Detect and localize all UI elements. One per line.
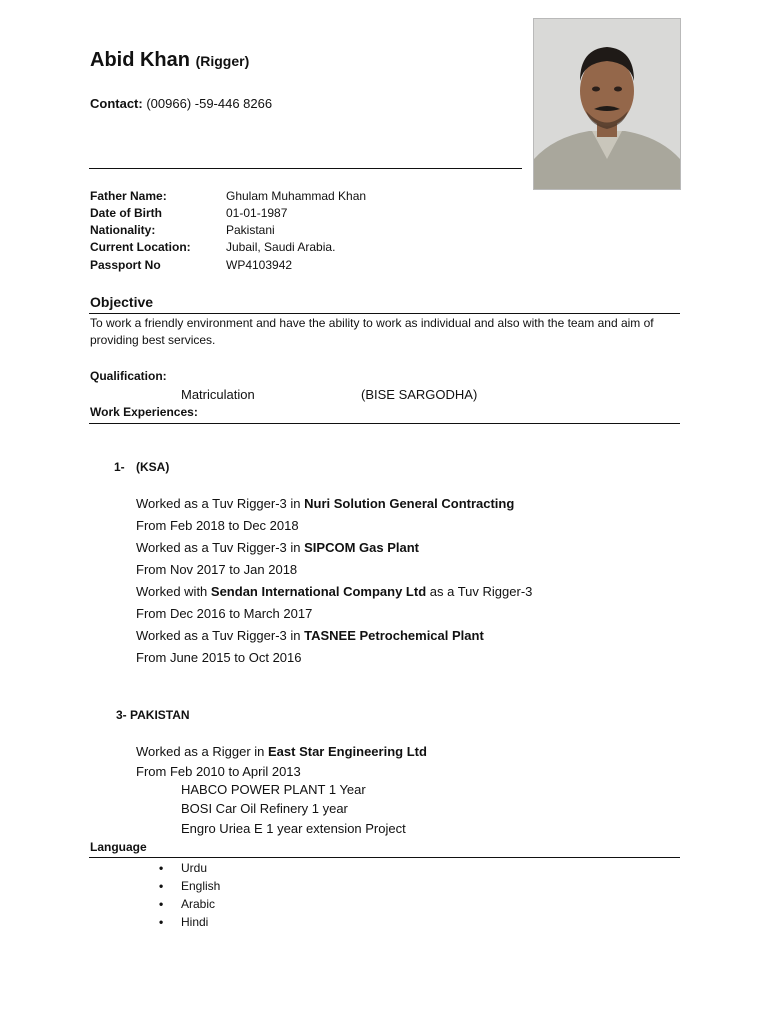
contact-value: (00966) -59-446 8266 — [146, 96, 273, 111]
project-item: Engro Uriea E 1 year extension Project — [181, 821, 406, 836]
language-item: • Urdu — [181, 861, 207, 875]
ksa-line — [136, 540, 419, 555]
line-text: Worked as a Tuv Rigger-3 in — [136, 628, 305, 643]
nationality-label: Nationality: — [90, 223, 156, 237]
line-text: Worked with — [136, 584, 211, 599]
language-item: • Hindi — [181, 915, 208, 929]
profile-photo — [533, 18, 681, 190]
passport-value: WP4103942 — [226, 258, 293, 272]
contact-label: Contact: — [90, 96, 143, 111]
ksa-line — [136, 650, 301, 665]
ksa-line — [136, 562, 297, 577]
date-range: From Nov 2017 to Jan 2018 — [136, 562, 298, 577]
work-experiences-label: Work Experiences: — [90, 405, 198, 419]
candidate-name — [90, 49, 249, 72]
objective-text: To work a friendly environment and have the ability to work as individual and also with the team and aim of providing best services. — [90, 316, 654, 347]
candidate-name-text: Abid Khan — [90, 49, 190, 71]
pakistan-date-range: From Feb 2010 to April 2013 — [136, 764, 301, 779]
candidate-role: (Rigger) — [195, 53, 250, 69]
language-item: • Arabic — [181, 897, 215, 911]
company-name: Sendan International Company Ltd — [210, 584, 427, 599]
ksa-line — [136, 584, 532, 599]
date-range: From Feb 2018 to Dec 2018 — [136, 518, 299, 533]
pakistan-title: 3- PAKISTAN — [116, 708, 190, 722]
line-text: as a Tuv Rigger-3 — [426, 584, 533, 599]
location-value: Jubail, Saudi Arabia. — [226, 240, 336, 254]
ksa-number: 1- — [114, 460, 125, 474]
project-item: BOSI Car Oil Refinery 1 year — [181, 801, 348, 816]
line-text: Worked as a Tuv Rigger-3 in — [136, 540, 305, 555]
ksa-title: (KSA) — [136, 460, 170, 474]
passport-label: Passport No — [90, 258, 161, 272]
header-divider — [89, 168, 522, 169]
objective-divider — [89, 313, 680, 314]
dob-label: Date of Birth — [90, 206, 162, 220]
father-name-label: Father Name: — [90, 189, 167, 203]
project-item: HABCO POWER PLANT 1 Year — [181, 782, 366, 797]
qualification-board: (BISE SARGODHA) — [361, 387, 478, 402]
line-text: Worked as a Tuv Rigger-3 in — [136, 496, 305, 511]
qualification-label: Qualification: — [90, 369, 167, 383]
work-divider — [89, 423, 680, 424]
father-name-value: Ghulam Muhammad Khan — [226, 189, 367, 203]
contact-line — [90, 96, 272, 111]
person-photo-icon — [534, 19, 680, 189]
objective-heading: Objective — [90, 294, 154, 310]
line-text: Worked as a Rigger in — [136, 744, 268, 759]
language-heading: Language — [90, 840, 147, 854]
company-name: TASNEE Petrochemical Plant — [304, 628, 484, 643]
location-label: Current Location: — [90, 240, 191, 254]
pakistan-line — [136, 744, 427, 759]
ksa-line — [136, 518, 299, 533]
qualification-degree: Matriculation — [181, 387, 255, 402]
company-name: Nuri Solution General Contracting — [304, 496, 515, 511]
ksa-line — [136, 628, 484, 643]
date-range: From Dec 2016 to March 2017 — [136, 606, 313, 621]
ksa-line — [136, 496, 514, 511]
company-name: SIPCOM Gas Plant — [304, 540, 419, 555]
ksa-line — [136, 606, 312, 621]
language-divider — [89, 857, 680, 858]
company-name: East Star Engineering Ltd — [268, 744, 427, 759]
dob-value: 01-01-1987 — [226, 206, 288, 220]
date-range: From June 2015 to Oct 2016 — [136, 650, 302, 665]
language-item: • English — [181, 879, 220, 893]
nationality-value: Pakistani — [226, 223, 275, 237]
